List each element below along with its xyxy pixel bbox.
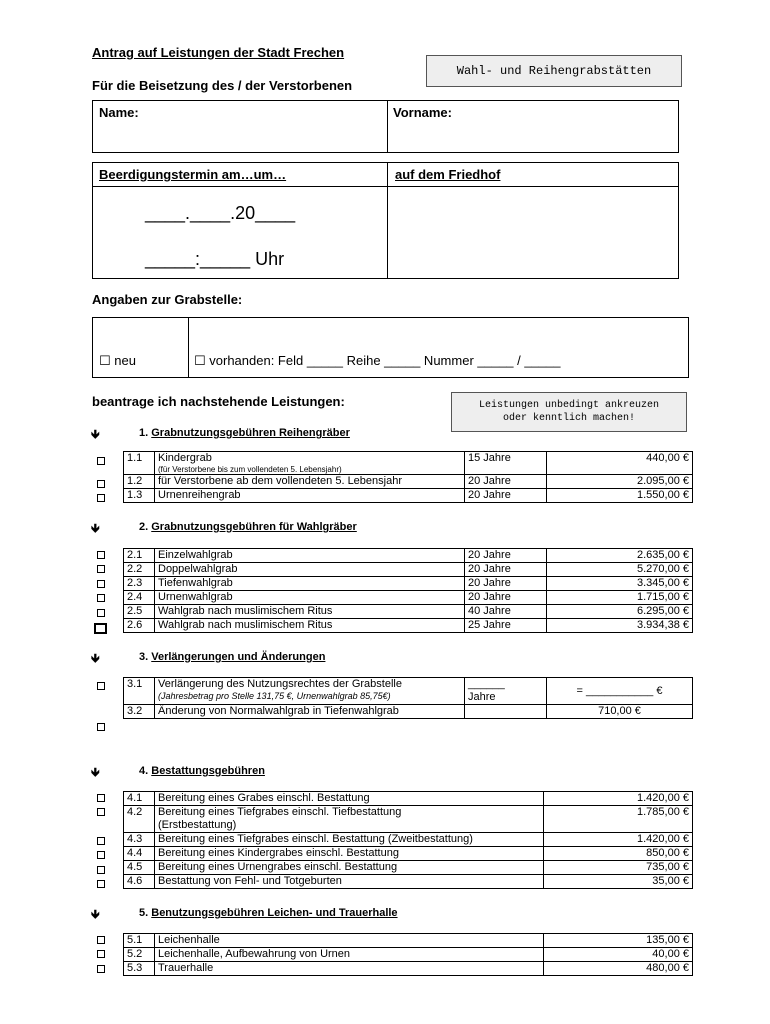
vorname-label: Vorname:: [393, 105, 452, 120]
row-price: 35,00 €: [544, 875, 693, 889]
row-num: 5.1: [124, 934, 155, 948]
arrow-down-icon: 🡻: [91, 651, 100, 665]
row-price: 440,00 €: [547, 452, 693, 475]
table-section-5: [123, 933, 693, 976]
checkbox-4-3[interactable]: [97, 837, 105, 845]
row-num: 1.3: [124, 489, 155, 503]
row-desc: Bestattung von Fehl- und Totgeburten: [155, 875, 544, 889]
row-num: 4.2: [124, 806, 155, 833]
section-3-title: [139, 651, 325, 663]
row-duration: 40 Jahre: [465, 605, 547, 619]
row-price: 1.715,00 €: [547, 591, 693, 605]
row-duration: 20 Jahre: [465, 475, 547, 489]
section-2-title: [139, 521, 357, 533]
row-desc: Änderung von Normalwahlgrab in Tiefenwahlgrab: [155, 705, 465, 719]
cemetery-field[interactable]: [393, 191, 673, 273]
row-desc: Trauerhalle: [155, 962, 544, 976]
table-row: [124, 619, 693, 633]
grave-divider: [188, 318, 189, 377]
row-price: 135,00 €: [544, 934, 693, 948]
checkbox-4-5[interactable]: [97, 866, 105, 874]
row-price: 735,00 €: [544, 861, 693, 875]
name-field[interactable]: [99, 121, 383, 149]
section-1-num: 1.: [139, 427, 149, 439]
row-num: 5.2: [124, 948, 155, 962]
row-price: 2.635,00 €: [547, 549, 693, 563]
table-row: [124, 678, 693, 705]
years-label: Jahre: [468, 691, 496, 703]
checkbox-4-2[interactable]: [97, 808, 105, 816]
row-desc-text: Kindergrab: [158, 452, 212, 464]
checkbox-5-1[interactable]: [97, 936, 105, 944]
row-desc-note: (für Verstorbene bis zum vollendeten 5. Lebensjahr): [158, 465, 342, 474]
checkbox-2-4[interactable]: [97, 594, 105, 602]
request-heading: beantrage ich nachstehende Leistungen:: [92, 394, 345, 409]
row-duration: [465, 705, 547, 719]
row-desc-text: Verlängerung des Nutzungsrechtes der Grabstelle: [158, 678, 402, 690]
section-2-num: 2.: [139, 521, 149, 533]
table-row: [124, 489, 693, 503]
grave-existing-checkbox[interactable]: ☐ vorhanden: Feld _____ Reihe _____ Nummer _____ / _____: [194, 353, 561, 368]
checkbox-2-2[interactable]: [97, 565, 105, 573]
arrow-down-icon: 🡻: [91, 907, 100, 921]
checkbox-2-3[interactable]: [97, 580, 105, 588]
checkbox-4-1[interactable]: [97, 794, 105, 802]
section-4-num: 4.: [139, 765, 149, 777]
table-row: [124, 549, 693, 563]
form-subtitle: Für die Beisetzung des / der Verstorbenen: [92, 78, 353, 93]
row-duration: 20 Jahre: [465, 549, 547, 563]
row-desc: Bereitung eines Tiefgrabes einschl. Bestattung (Zweitbestattung): [155, 833, 544, 847]
section-4-text: Bestattungsgebühren: [151, 765, 265, 777]
burial-box: [92, 162, 679, 279]
row-num: 2.2: [124, 563, 155, 577]
checkbox-2-1[interactable]: [97, 551, 105, 559]
row-desc: Bereitung eines Grabes einschl. Bestattung: [155, 792, 544, 806]
row-duration: 20 Jahre: [465, 591, 547, 605]
row-price: 1.550,00 €: [547, 489, 693, 503]
table-row: [124, 861, 693, 875]
checkbox-3-2[interactable]: [97, 723, 105, 731]
row-desc: Urnenreihengrab: [155, 489, 465, 503]
section-2-text: Grabnutzungsgebühren für Wahlgräber: [151, 521, 357, 533]
row-price: 1.420,00 €: [544, 833, 693, 847]
date-line[interactable]: ____.____.20____: [145, 203, 296, 223]
checkbox-1-1[interactable]: [97, 457, 105, 465]
row-desc: Doppelwahlgrab: [155, 563, 465, 577]
row-desc: Wahlgrab nach muslimischem Ritus: [155, 619, 465, 633]
table-section-2: [123, 548, 693, 633]
row-price[interactable]: = ___________ €: [547, 678, 693, 705]
arrow-down-icon: 🡻: [91, 765, 100, 779]
table-section-3: [123, 677, 693, 719]
row-desc: [155, 678, 465, 705]
checkbox-4-4[interactable]: [97, 851, 105, 859]
row-price: 710,00 €: [547, 705, 693, 719]
checkbox-2-6[interactable]: [94, 623, 107, 634]
row-num: 2.4: [124, 591, 155, 605]
grave-new-checkbox[interactable]: ☐ neu: [99, 353, 136, 368]
checkbox-4-6[interactable]: [97, 880, 105, 888]
row-price: 1.785,00 €: [544, 806, 693, 833]
row-price: 5.270,00 €: [547, 563, 693, 577]
row-desc: Urnenwahlgrab: [155, 591, 465, 605]
row-num: 1.1: [124, 452, 155, 475]
row-duration: 20 Jahre: [465, 489, 547, 503]
row-price: 1.420,00 €: [544, 792, 693, 806]
row-desc: für Verstorbene ab dem vollendeten 5. Lebensjahr: [155, 475, 465, 489]
table-row: [124, 577, 693, 591]
table-row: [124, 833, 693, 847]
row-num: 2.1: [124, 549, 155, 563]
row-num: 3.1: [124, 678, 155, 705]
section-5-title: [139, 907, 398, 919]
row-desc: Bereitung eines Kindergrabes einschl. Bestattung: [155, 847, 544, 861]
note-line-1: Leistungen unbedingt ankreuzen: [478, 400, 660, 411]
arrow-down-icon: 🡻: [91, 521, 100, 535]
row-price: 480,00 €: [544, 962, 693, 976]
name-box: [92, 100, 679, 153]
section-5-num: 5.: [139, 907, 149, 919]
row-duration: 20 Jahre: [465, 577, 547, 591]
row-num: 3.2: [124, 705, 155, 719]
table-row: [124, 792, 693, 806]
table-row: [124, 605, 693, 619]
table-row: [124, 934, 693, 948]
section-3-num: 3.: [139, 651, 149, 663]
row-desc: Bereitung eines Urnengrabes einschl. Bestattung: [155, 861, 544, 875]
checkbox-5-3[interactable]: [97, 965, 105, 973]
table-row: [124, 705, 693, 719]
grave-heading: Angaben zur Grabstelle:: [92, 292, 243, 307]
table-row: [124, 806, 693, 833]
row-duration: 15 Jahre: [465, 452, 547, 475]
row-desc: Bereitung eines Tiefgrabes einschl. Tiefbestattung (Erstbestattung): [155, 806, 544, 833]
row-price: 6.295,00 €: [547, 605, 693, 619]
row-price: 3.934,38 €: [547, 619, 693, 633]
instruction-note: [451, 392, 687, 432]
row-num: 5.3: [124, 962, 155, 976]
row-desc: [155, 452, 465, 475]
checkbox-1-3[interactable]: [97, 494, 105, 502]
row-desc: Leichenhalle: [155, 934, 544, 948]
row-num: 4.6: [124, 875, 155, 889]
row-duration: 25 Jahre: [465, 619, 547, 633]
section-5-text: Benutzungsgebühren Leichen- und Trauerhalle: [151, 907, 398, 919]
form-title: Antrag auf Leistungen der Stadt Frechen: [92, 45, 345, 60]
table-row: [124, 563, 693, 577]
time-line[interactable]: _____:_____ Uhr: [145, 249, 285, 269]
table-section-4: [123, 791, 693, 889]
section-4-title: [139, 765, 265, 777]
section-1-title: [139, 427, 350, 439]
cemetery-label: auf dem Friedhof: [395, 167, 501, 182]
row-num: 2.6: [124, 619, 155, 633]
grave-box: [92, 317, 689, 378]
row-desc: Leichenhalle, Aufbewahrung von Urnen: [155, 948, 544, 962]
burial-divider: [387, 163, 388, 278]
table-row: [124, 591, 693, 605]
grave-type-stamp: Wahl- und Reihengrabstätten: [426, 55, 682, 87]
table-row: [124, 475, 693, 489]
note-line-2: oder kenntlich machen!: [502, 413, 636, 424]
name-divider: [387, 101, 388, 152]
years-input[interactable]: ______: [468, 678, 505, 690]
row-desc-note: (Jahresbetrag pro Stelle 131,75 €, Urnenwahlgrab 85,75€): [158, 691, 391, 701]
checkbox-1-2[interactable]: [97, 480, 105, 488]
burial-date-label: Beerdigungstermin am…um…: [99, 167, 287, 182]
row-num: 1.2: [124, 475, 155, 489]
row-price: 850,00 €: [544, 847, 693, 861]
checkbox-3-1[interactable]: [97, 682, 105, 690]
row-num: 4.4: [124, 847, 155, 861]
section-3-text: Verlängerungen und Änderungen: [151, 651, 326, 663]
table-section-1: [123, 451, 693, 503]
row-num: 4.1: [124, 792, 155, 806]
burial-hdr-line: [93, 186, 678, 187]
row-duration: [465, 678, 547, 705]
row-price: 40,00 €: [544, 948, 693, 962]
table-row: [124, 452, 693, 475]
checkbox-5-2[interactable]: [97, 950, 105, 958]
row-num: 2.3: [124, 577, 155, 591]
row-num: 2.5: [124, 605, 155, 619]
row-desc: Tiefenwahlgrab: [155, 577, 465, 591]
section-1-text: Grabnutzungsgebühren Reihengräber: [151, 427, 350, 439]
row-num: 4.5: [124, 861, 155, 875]
row-desc: Einzelwahlgrab: [155, 549, 465, 563]
row-num: 4.3: [124, 833, 155, 847]
checkbox-2-5[interactable]: [97, 609, 105, 617]
vorname-field[interactable]: [393, 121, 675, 149]
row-price: 2.095,00 €: [547, 475, 693, 489]
row-price: 3.345,00 €: [547, 577, 693, 591]
arrow-down-icon: 🡻: [91, 427, 100, 441]
table-row: [124, 962, 693, 976]
table-row: [124, 948, 693, 962]
table-row: [124, 875, 693, 889]
name-label: Name:: [99, 105, 139, 120]
table-row: [124, 847, 693, 861]
row-duration: 20 Jahre: [465, 563, 547, 577]
row-desc: Wahlgrab nach muslimischem Ritus: [155, 605, 465, 619]
